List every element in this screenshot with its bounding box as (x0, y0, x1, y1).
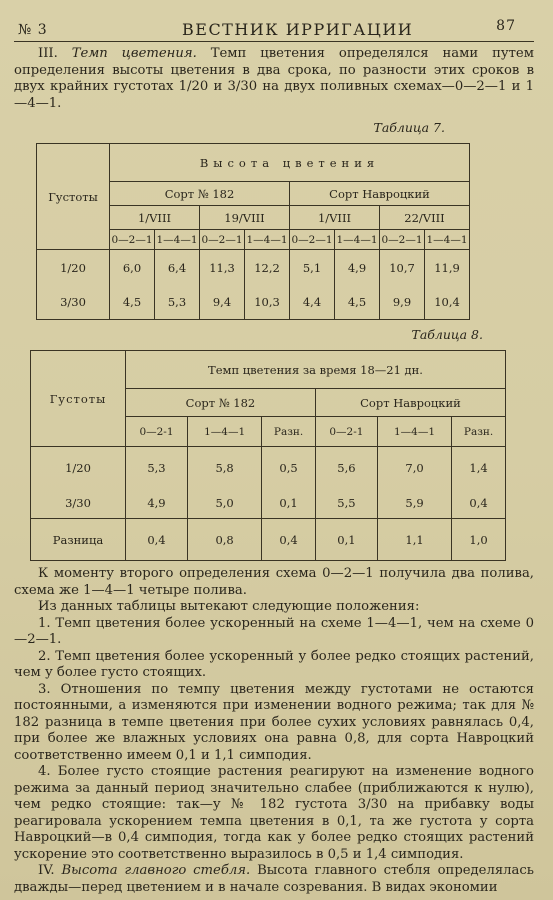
table-cell: 9,4 (200, 286, 245, 320)
paragraph (14, 863, 534, 896)
table7-sort-navrotsky: Сорт Навроцкий (290, 182, 470, 206)
table-cell: 12,2 (245, 250, 290, 286)
table-cell: 7,0 (377, 447, 451, 489)
table-cell: 4,5 (110, 286, 155, 320)
table7-scheme: 0—2—1 (290, 230, 335, 250)
table7-date: 19/VIII (200, 206, 290, 230)
table-cell: 5,0 (187, 489, 261, 519)
paragraph: 1. Темп цветения более ускоренный на схеме 1—4—1, чем на схеме 0—2—1. (14, 615, 534, 647)
table-cell: 1,1 (377, 519, 451, 561)
table7-col-density: Густоты (37, 144, 110, 250)
paragraph: 2. Темп цветения более ускоренный у более редко стоящих растений, чем у более густо стоящих. (14, 648, 534, 680)
table7-date: 1/VIII (110, 206, 200, 230)
table8 (30, 350, 506, 561)
issue-number: № 3 (18, 22, 48, 38)
table7-scheme: 1—4—1 (425, 230, 470, 250)
table-cell: 4,4 (290, 286, 335, 320)
table8-col: 1—4—1 (377, 417, 451, 447)
section-number: III. (38, 46, 58, 61)
paragraph: 3. Отношения по темпу цветения между густотами не остаются постоянными, а изменяются при изменении водного режима; так для № 182 разница в темпе цветения при более сухих условиях равнялась 0,4, при более же влажных условиях она равна 0,8, для сорта Навроцкий соответственно имеем 0,1 и 1,1 симподия. (14, 681, 534, 763)
table-cell: 5,9 (377, 489, 451, 519)
table-cell: 10,3 (245, 286, 290, 320)
header-rule (14, 41, 534, 42)
table8-caption: Таблица 8. (411, 327, 483, 342)
table-cell: 6,0 (110, 250, 155, 286)
table7-scheme: 0—2—1 (200, 230, 245, 250)
table-cell: 0,4 (126, 519, 188, 561)
table8-col: 1—4—1 (187, 417, 261, 447)
table8-group-header: Темп цветения за время 18—21 дн. (126, 351, 506, 389)
table7-row-label: 1/20 (37, 250, 110, 286)
table-row (37, 286, 470, 320)
paragraph-text: Высота главного стебля определялась дважды—перед цветением и в начале созревания. В видах экономии (14, 863, 534, 895)
table-cell: 9,9 (380, 286, 425, 320)
table7-sort-182: Сорт № 182 (110, 182, 290, 206)
paragraph: 4. Более густо стоящие растения реагируют на изменение водного режима за данный период значительно слабее (приближаются к нулю), чем редко стоящие: так—у № 182 густота 3/30 на прибавку воды реагировала ускорением темпа цветения в 0,1, та же густота у сорта Навроцкий—в 0,4 симподия, тогда как у более редко стоящих растений ускорение это соответственно выразилось в 0,5 и 1,4 симподия. (14, 764, 534, 862)
table-row (31, 447, 506, 489)
table-cell: 4,9 (335, 250, 380, 286)
table-cell: 0,8 (187, 519, 261, 561)
table-cell: 4,5 (335, 286, 380, 320)
table8-row-label: 3/30 (31, 489, 126, 519)
table-cell: 5,3 (126, 447, 188, 489)
table-cell: 0,4 (262, 519, 316, 561)
table-cell: 1,4 (452, 447, 506, 489)
table8-row-label: 1/20 (31, 447, 126, 489)
running-header (14, 18, 534, 40)
table-cell: 11,3 (200, 250, 245, 286)
table-row (31, 489, 506, 519)
table7-scheme: 1—4—1 (335, 230, 380, 250)
section-number: IV. (38, 863, 55, 878)
table8-col: Разн. (452, 417, 506, 447)
table-cell: 0,4 (452, 489, 506, 519)
intro-text: Темп цветения определялся нами путем определения высоты цветения в два срока, по разности этих сроков в двух крайних густотах 1/20 и 3/30 на двух поливных схемах—0—2—1 и 1—4—1. (14, 46, 534, 111)
table-cell: 5,3 (155, 286, 200, 320)
table8-col: 0—2-1 (126, 417, 188, 447)
table7-date: 1/VIII (290, 206, 380, 230)
table7-scheme: 0—2—1 (380, 230, 425, 250)
body-text (14, 566, 534, 896)
table-cell: 10,7 (380, 250, 425, 286)
table-cell: 11,9 (425, 250, 470, 286)
table8-sort-182: Сорт № 182 (126, 389, 316, 417)
section-heading: Темп цветения. (71, 46, 197, 61)
table8-col: 0—2-1 (315, 417, 377, 447)
table8-col-density: Густоты (31, 351, 126, 447)
table-cell: 1,0 (452, 519, 506, 561)
table7-group-header: Высота цветения (110, 144, 470, 182)
table-cell: 5,1 (290, 250, 335, 286)
intro-paragraph (14, 46, 534, 112)
table-cell: 5,6 (315, 447, 377, 489)
table8-col: Разн. (262, 417, 316, 447)
table-cell: 6,4 (155, 250, 200, 286)
paragraph: К моменту второго определения схема 0—2—1 получила два полива, схема же 1—4—1 четыре полива. (14, 566, 534, 598)
table7-scheme: 1—4—1 (245, 230, 290, 250)
table7-caption: Таблица 7. (373, 120, 445, 135)
page-number: 87 (496, 18, 516, 34)
table7 (36, 143, 470, 320)
table-cell: 4,9 (126, 489, 188, 519)
section-heading: Высота главного стебля. (61, 863, 251, 878)
paragraph: Из данных таблицы вытекают следующие положения: (38, 599, 420, 614)
table7-date: 22/VIII (380, 206, 470, 230)
table-cell: 10,4 (425, 286, 470, 320)
table-cell: 0,1 (315, 519, 377, 561)
table7-scheme: 1—4—1 (155, 230, 200, 250)
table7-row-label: 3/30 (37, 286, 110, 320)
table8-sort-navrotsky: Сорт Навроцкий (315, 389, 505, 417)
table-cell: 0,1 (262, 489, 316, 519)
table-cell: 5,5 (315, 489, 377, 519)
table7-scheme: 0—2—1 (110, 230, 155, 250)
table8-row-label: Разница (31, 519, 126, 561)
journal-title: ВЕСТНИК ИРРИГАЦИИ (182, 20, 414, 39)
table-row (37, 250, 470, 286)
table-row (31, 519, 506, 561)
table-cell: 5,8 (187, 447, 261, 489)
table-cell: 0,5 (262, 447, 316, 489)
